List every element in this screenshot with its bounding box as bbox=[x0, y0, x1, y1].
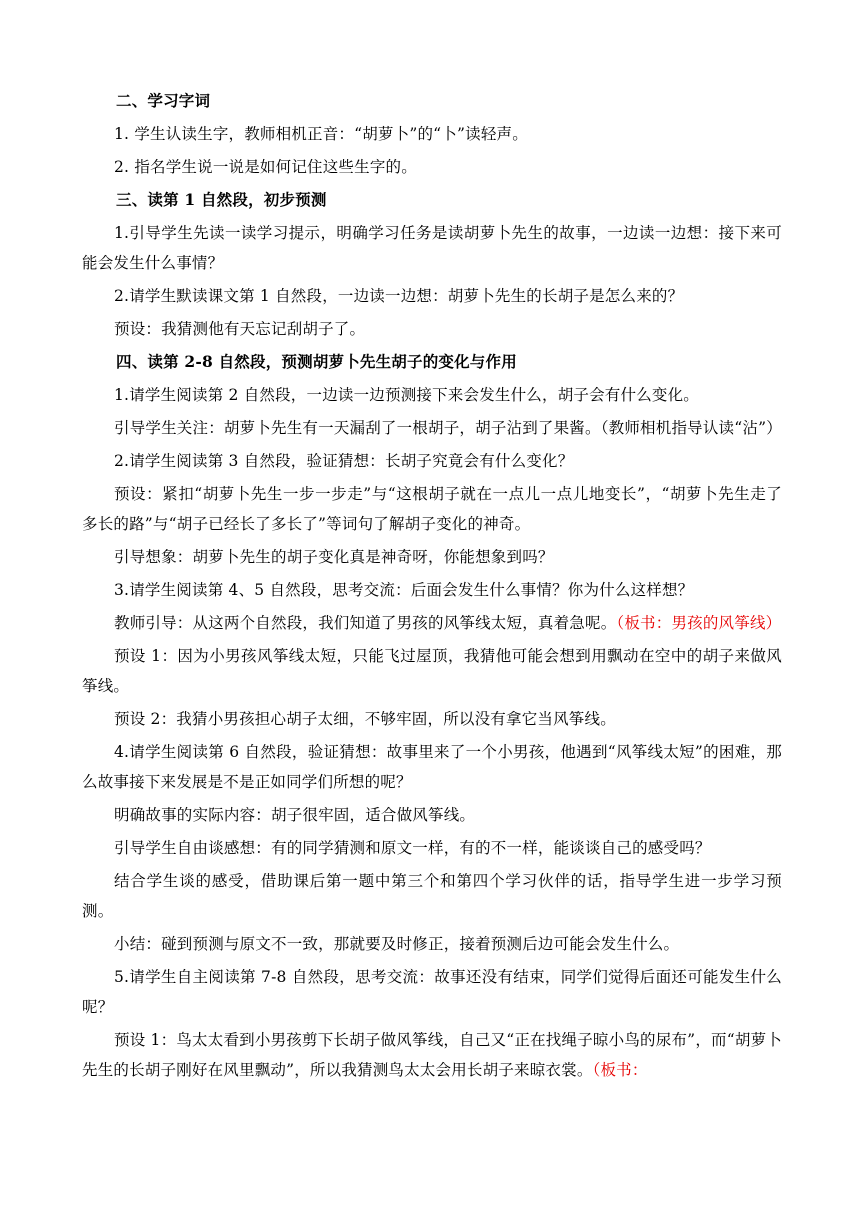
section-heading-learn-words: 二、学习字词 bbox=[116, 91, 211, 110]
paragraph: 1.引导学生先读一读学习提示，明确学习任务是读胡萝卜先生的故事，一边读一边想：接下来可能会发生什么事情？ bbox=[82, 224, 782, 272]
paragraph: 预设 2：我猜小男孩担心胡子太细，不够牢固，所以没有拿它当风筝线。 bbox=[114, 710, 616, 728]
paragraph: 预设：我猜测他有天忘记刮胡子了。 bbox=[114, 320, 366, 338]
paragraph: 结合学生谈的感受，借助课后第一题中第三个和第四个学习伙伴的话，指导学生进一步学习预测。 bbox=[82, 872, 782, 920]
board-note: （板书：男孩的风筝线） bbox=[616, 614, 782, 632]
section-heading-read-para-1: 三、读第 1 自然段，初步预测 bbox=[116, 190, 327, 209]
paragraph: 4.请学生阅读第 6 自然段，验证猜想：故事里来了一个小男孩，他遇到“风筝线太短”的困难，那么故事接下来发展是不是正如同学们所想的呢？ bbox=[82, 743, 782, 791]
paragraph: 小结：碰到预测与原文不一致，那就要及时修正，接着预测后边可能会发生什么。 bbox=[114, 935, 680, 953]
paragraph: 2.请学生阅读第 3 自然段，验证猜想：长胡子究竟会有什么变化？ bbox=[114, 452, 574, 470]
paragraph: 明确故事的实际内容：胡子很牢固，适合做风筝线。 bbox=[114, 806, 476, 824]
paragraph: 预设：紧扣“胡萝卜先生一步一步走”与“这根胡子就在一点儿一点儿地变长”，“胡萝卜先生走了多长的路”与“胡子已经长了多长了”等词句了解胡子变化的神奇。 bbox=[82, 485, 782, 533]
paragraph: 1.请学生阅读第 2 自然段，一边读一边预测接下来会发生什么，胡子会有什么变化。 bbox=[114, 386, 700, 404]
paragraph: 引导学生自由谈感想：有的同学猜测和原文一样，有的不一样，能谈谈自己的感受吗？ bbox=[114, 839, 711, 857]
paragraph: 3.请学生阅读第 4、5 自然段，思考交流：后面会发生什么事情？你为什么这样想？ bbox=[114, 581, 694, 599]
paragraph-text: 预设 1：鸟太太看到小男孩剪下长胡子做风筝线，自己又“正在找绳子晾小鸟的尿布”，而“胡萝卜先生的长胡子刚好在风里飘动”，所以我猜测鸟太太会用长胡子来晾衣裳。 bbox=[82, 1031, 782, 1079]
paragraph: 引导想象：胡萝卜先生的胡子变化真是神奇呀，你能想象到吗？ bbox=[114, 548, 554, 566]
paragraph: 1. 学生认读生字，教师相机正音：“胡萝卜”的“卜”读轻声。 bbox=[114, 125, 528, 143]
paragraph-text: 教师引导：从这两个自然段，我们知道了男孩的风筝线太短，真着急呢。 bbox=[114, 614, 617, 632]
paragraph-with-board-note bbox=[82, 608, 782, 638]
paragraph-with-board-note bbox=[82, 1025, 782, 1085]
board-note: （板书： bbox=[592, 1061, 648, 1079]
document-page bbox=[82, 86, 782, 1088]
paragraph: 2.请学生默读课文第 1 自然段，一边读一边想：胡萝卜先生的长胡子是怎么来的？ bbox=[114, 287, 684, 305]
paragraph: 预设 1：因为小男孩风筝线太短，只能飞过屋顶，我猜他可能会想到用飘动在空中的胡子来做风筝线。 bbox=[82, 647, 782, 695]
paragraph: 引导学生关注：胡萝卜先生有一天漏刮了一根胡子，胡子沾到了果酱。（教师相机指导认读“沾”） bbox=[114, 419, 782, 437]
paragraph: 2. 指名学生说一说是如何记住这些生字的。 bbox=[114, 158, 417, 176]
section-heading-read-para-2-8: 四、读第 2-8 自然段，预测胡萝卜先生胡子的变化与作用 bbox=[116, 352, 517, 371]
paragraph: 5.请学生自主阅读第 7-8 自然段，思考交流：故事还没有结束，同学们觉得后面还可能发生什么呢？ bbox=[82, 968, 782, 1016]
